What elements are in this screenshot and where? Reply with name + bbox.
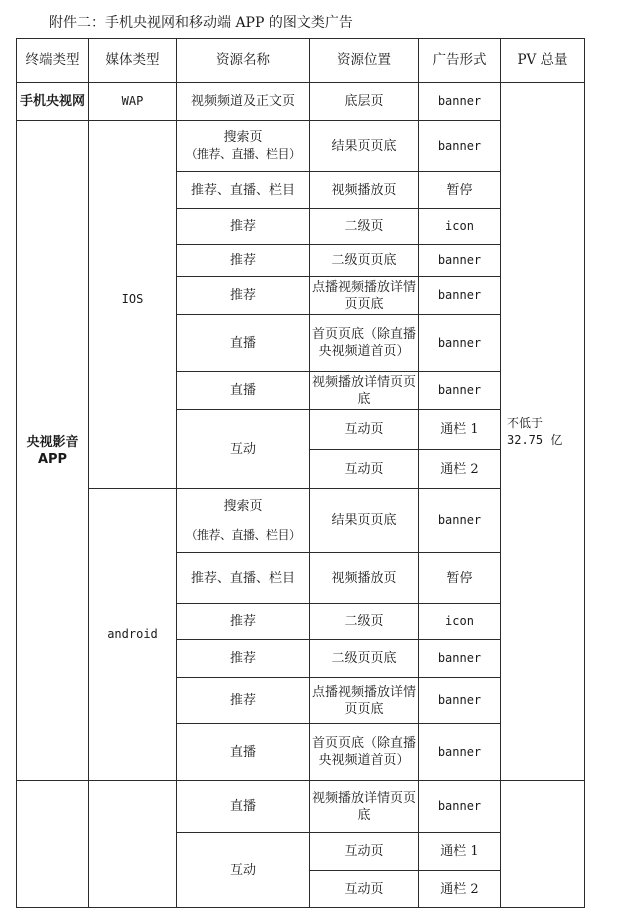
ad-format: 通栏 2 <box>419 871 501 908</box>
table-row <box>17 121 585 172</box>
ad-format: banner <box>419 277 501 315</box>
resource-position: 视频播放详情页页底 <box>310 372 419 410</box>
resource-name-line1: 搜索页 <box>223 498 263 514</box>
resource-name: 推荐 <box>177 245 310 277</box>
pv-empty <box>501 781 585 908</box>
resource-name: 推荐 <box>177 604 310 640</box>
resource-name <box>177 489 310 553</box>
pv-total <box>501 83 585 781</box>
resource-position: 互动页 <box>310 410 419 450</box>
ad-format: banner <box>419 724 501 781</box>
pv-total-text: 不低于 32.75 亿 <box>507 415 563 447</box>
resource-position: 视频播放页 <box>310 172 419 209</box>
resource-position: 互动页 <box>310 450 419 489</box>
header-resource-name: 资源名称 <box>177 39 310 83</box>
resource-position: 点播视频播放详情页页底 <box>310 277 419 315</box>
table-row <box>17 781 585 833</box>
ad-resource-table <box>16 38 585 908</box>
resource-name-line1: 搜索页 <box>223 130 263 145</box>
header-terminal-type: 终端类型 <box>17 39 89 83</box>
media-wap: WAP <box>89 83 177 121</box>
table-header-row <box>17 39 585 83</box>
resource-name: 推荐 <box>177 277 310 315</box>
resource-name: 直播 <box>177 315 310 372</box>
resource-position: 结果页页底 <box>310 121 419 172</box>
media-empty <box>89 781 177 908</box>
ad-format: banner <box>419 678 501 724</box>
ad-format: icon <box>419 209 501 245</box>
resource-name: 直播 <box>177 781 310 833</box>
header-resource-position: 资源位置 <box>310 39 419 83</box>
ad-format: banner <box>419 781 501 833</box>
resource-position: 点播视频播放详情页页底 <box>310 678 419 724</box>
resource-name: 视频频道及正文页 <box>177 83 310 121</box>
ad-format: banner <box>419 372 501 410</box>
ad-format: banner <box>419 315 501 372</box>
resource-name-line2: （推荐、直播、栏目） <box>185 147 301 161</box>
ad-format: banner <box>419 245 501 277</box>
resource-position: 互动页 <box>310 833 419 871</box>
table-row <box>17 83 585 121</box>
resource-position: 底层页 <box>310 83 419 121</box>
ad-format: banner <box>419 489 501 553</box>
ad-format: 暂停 <box>419 172 501 209</box>
terminal-empty <box>17 781 89 908</box>
resource-name: 推荐 <box>177 678 310 724</box>
ad-format: 通栏 2 <box>419 450 501 489</box>
resource-position: 二级页页底 <box>310 245 419 277</box>
resource-name: 直播 <box>177 724 310 781</box>
terminal-mobile-cctv: 手机央视网 <box>17 83 89 121</box>
page-title: 附件二：手机央视网和移动端 APP 的图文类广告 <box>49 15 353 31</box>
resource-name-line2: （推荐、直播、栏目） <box>185 527 301 542</box>
resource-name: 互动 <box>177 410 310 489</box>
media-ios: IOS <box>89 121 177 489</box>
resource-position: 首页页底（除直播央视频道首页） <box>310 724 419 781</box>
header-pv-total: PV 总量 <box>501 39 585 83</box>
resource-position: 结果页页底 <box>310 489 419 553</box>
header-media-type: 媒体类型 <box>89 39 177 83</box>
resource-name: 互动 <box>177 833 310 908</box>
media-android: android <box>89 489 177 781</box>
ad-format: banner <box>419 640 501 678</box>
ad-format: banner <box>419 121 501 172</box>
resource-position: 互动页 <box>310 871 419 908</box>
ad-format: icon <box>419 604 501 640</box>
resource-name: 推荐、直播、栏目 <box>177 172 310 209</box>
resource-position: 视频播放页 <box>310 553 419 604</box>
resource-position: 二级页页底 <box>310 640 419 678</box>
resource-name: 推荐 <box>177 640 310 678</box>
resource-name <box>177 121 310 172</box>
resource-position: 视频播放详情页页底 <box>310 781 419 833</box>
resource-name: 推荐、直播、栏目 <box>177 553 310 604</box>
header-ad-format: 广告形式 <box>419 39 501 83</box>
ad-format: 暂停 <box>419 553 501 604</box>
resource-name: 推荐 <box>177 209 310 245</box>
ad-format: 通栏 1 <box>419 410 501 450</box>
resource-position: 二级页 <box>310 209 419 245</box>
ad-format: banner <box>419 83 501 121</box>
resource-position: 首页页底（除直播央视频道首页） <box>310 315 419 372</box>
resource-name: 直播 <box>177 372 310 410</box>
table-row <box>17 489 585 553</box>
ad-format: 通栏 1 <box>419 833 501 871</box>
terminal-cctv-app: 央视影音 APP <box>17 121 89 781</box>
resource-position: 二级页 <box>310 604 419 640</box>
